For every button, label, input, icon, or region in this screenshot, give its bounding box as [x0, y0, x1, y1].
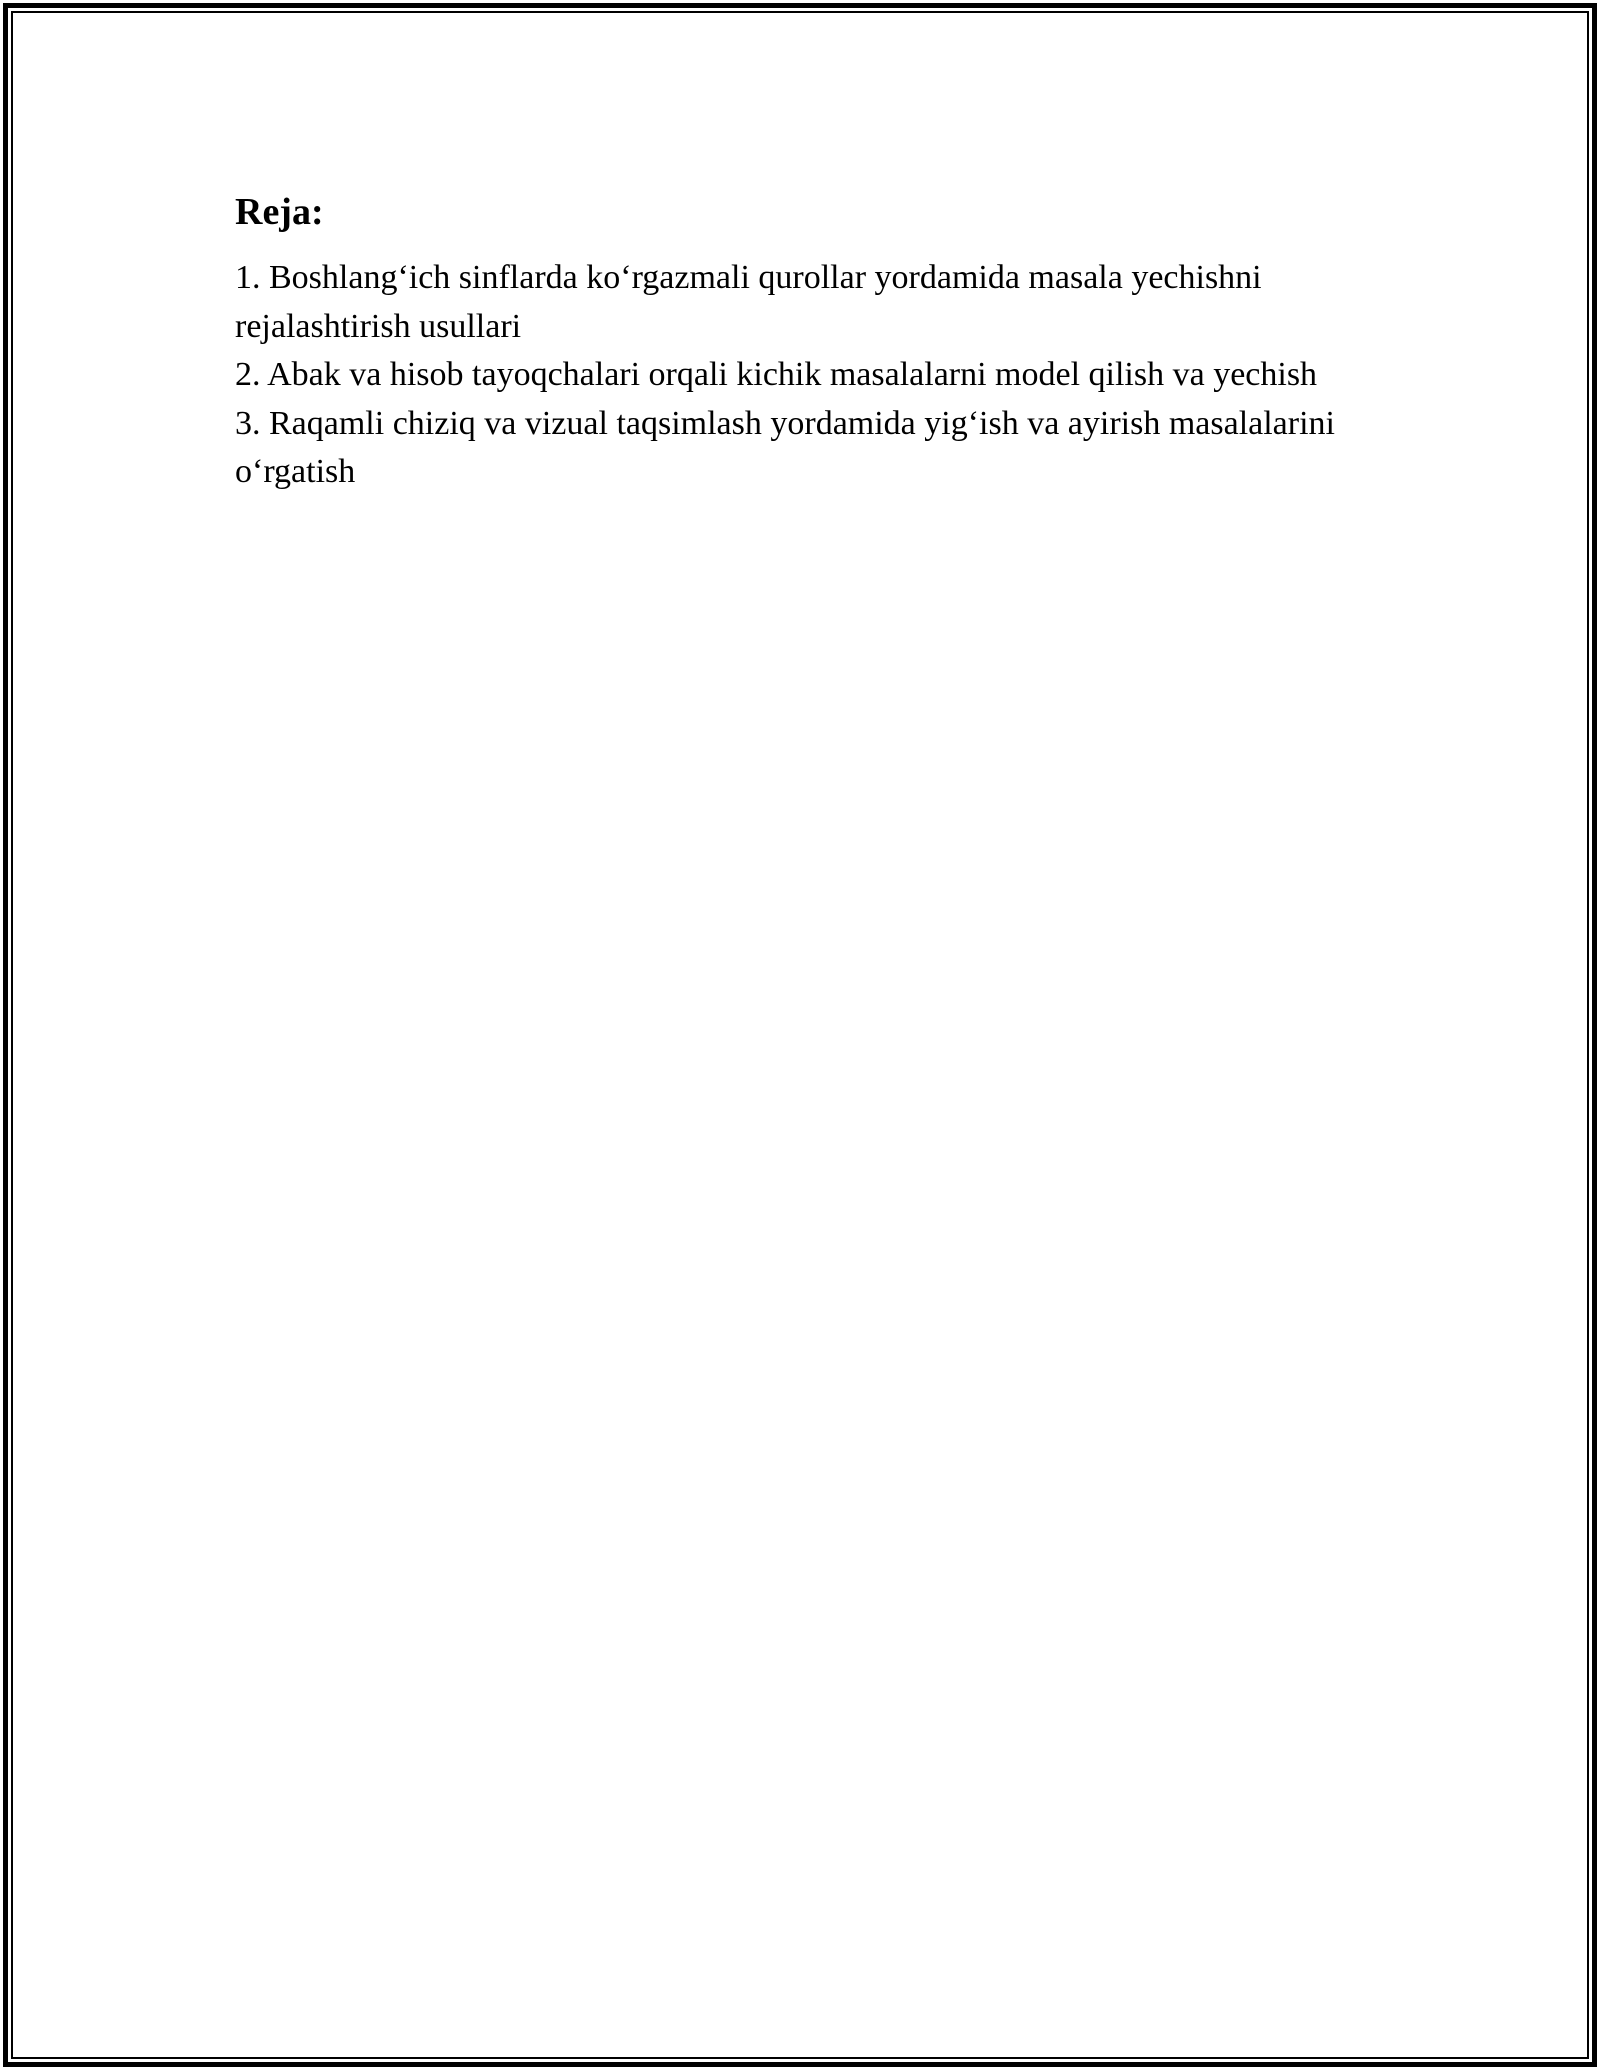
plan-item-3: 3. Raqamli chiziq va vizual taqsimlash yordamida yig‘ish va ayirish masalalarini o‘rgatish — [235, 404, 1335, 490]
document-body — [235, 188, 1365, 497]
plan-list — [235, 254, 1365, 497]
plan-item-2: 2. Abak va hisob tayoqchalari orqali kichik masalalarni model qilish va yechish — [235, 356, 1318, 393]
plan-item-1: 1. Boshlang‘ich sinflarda ko‘rgazmali qurollar yordamida masala yechishni rejalashtirish usullari — [235, 259, 1262, 345]
plan-title: Reja: — [235, 191, 324, 233]
